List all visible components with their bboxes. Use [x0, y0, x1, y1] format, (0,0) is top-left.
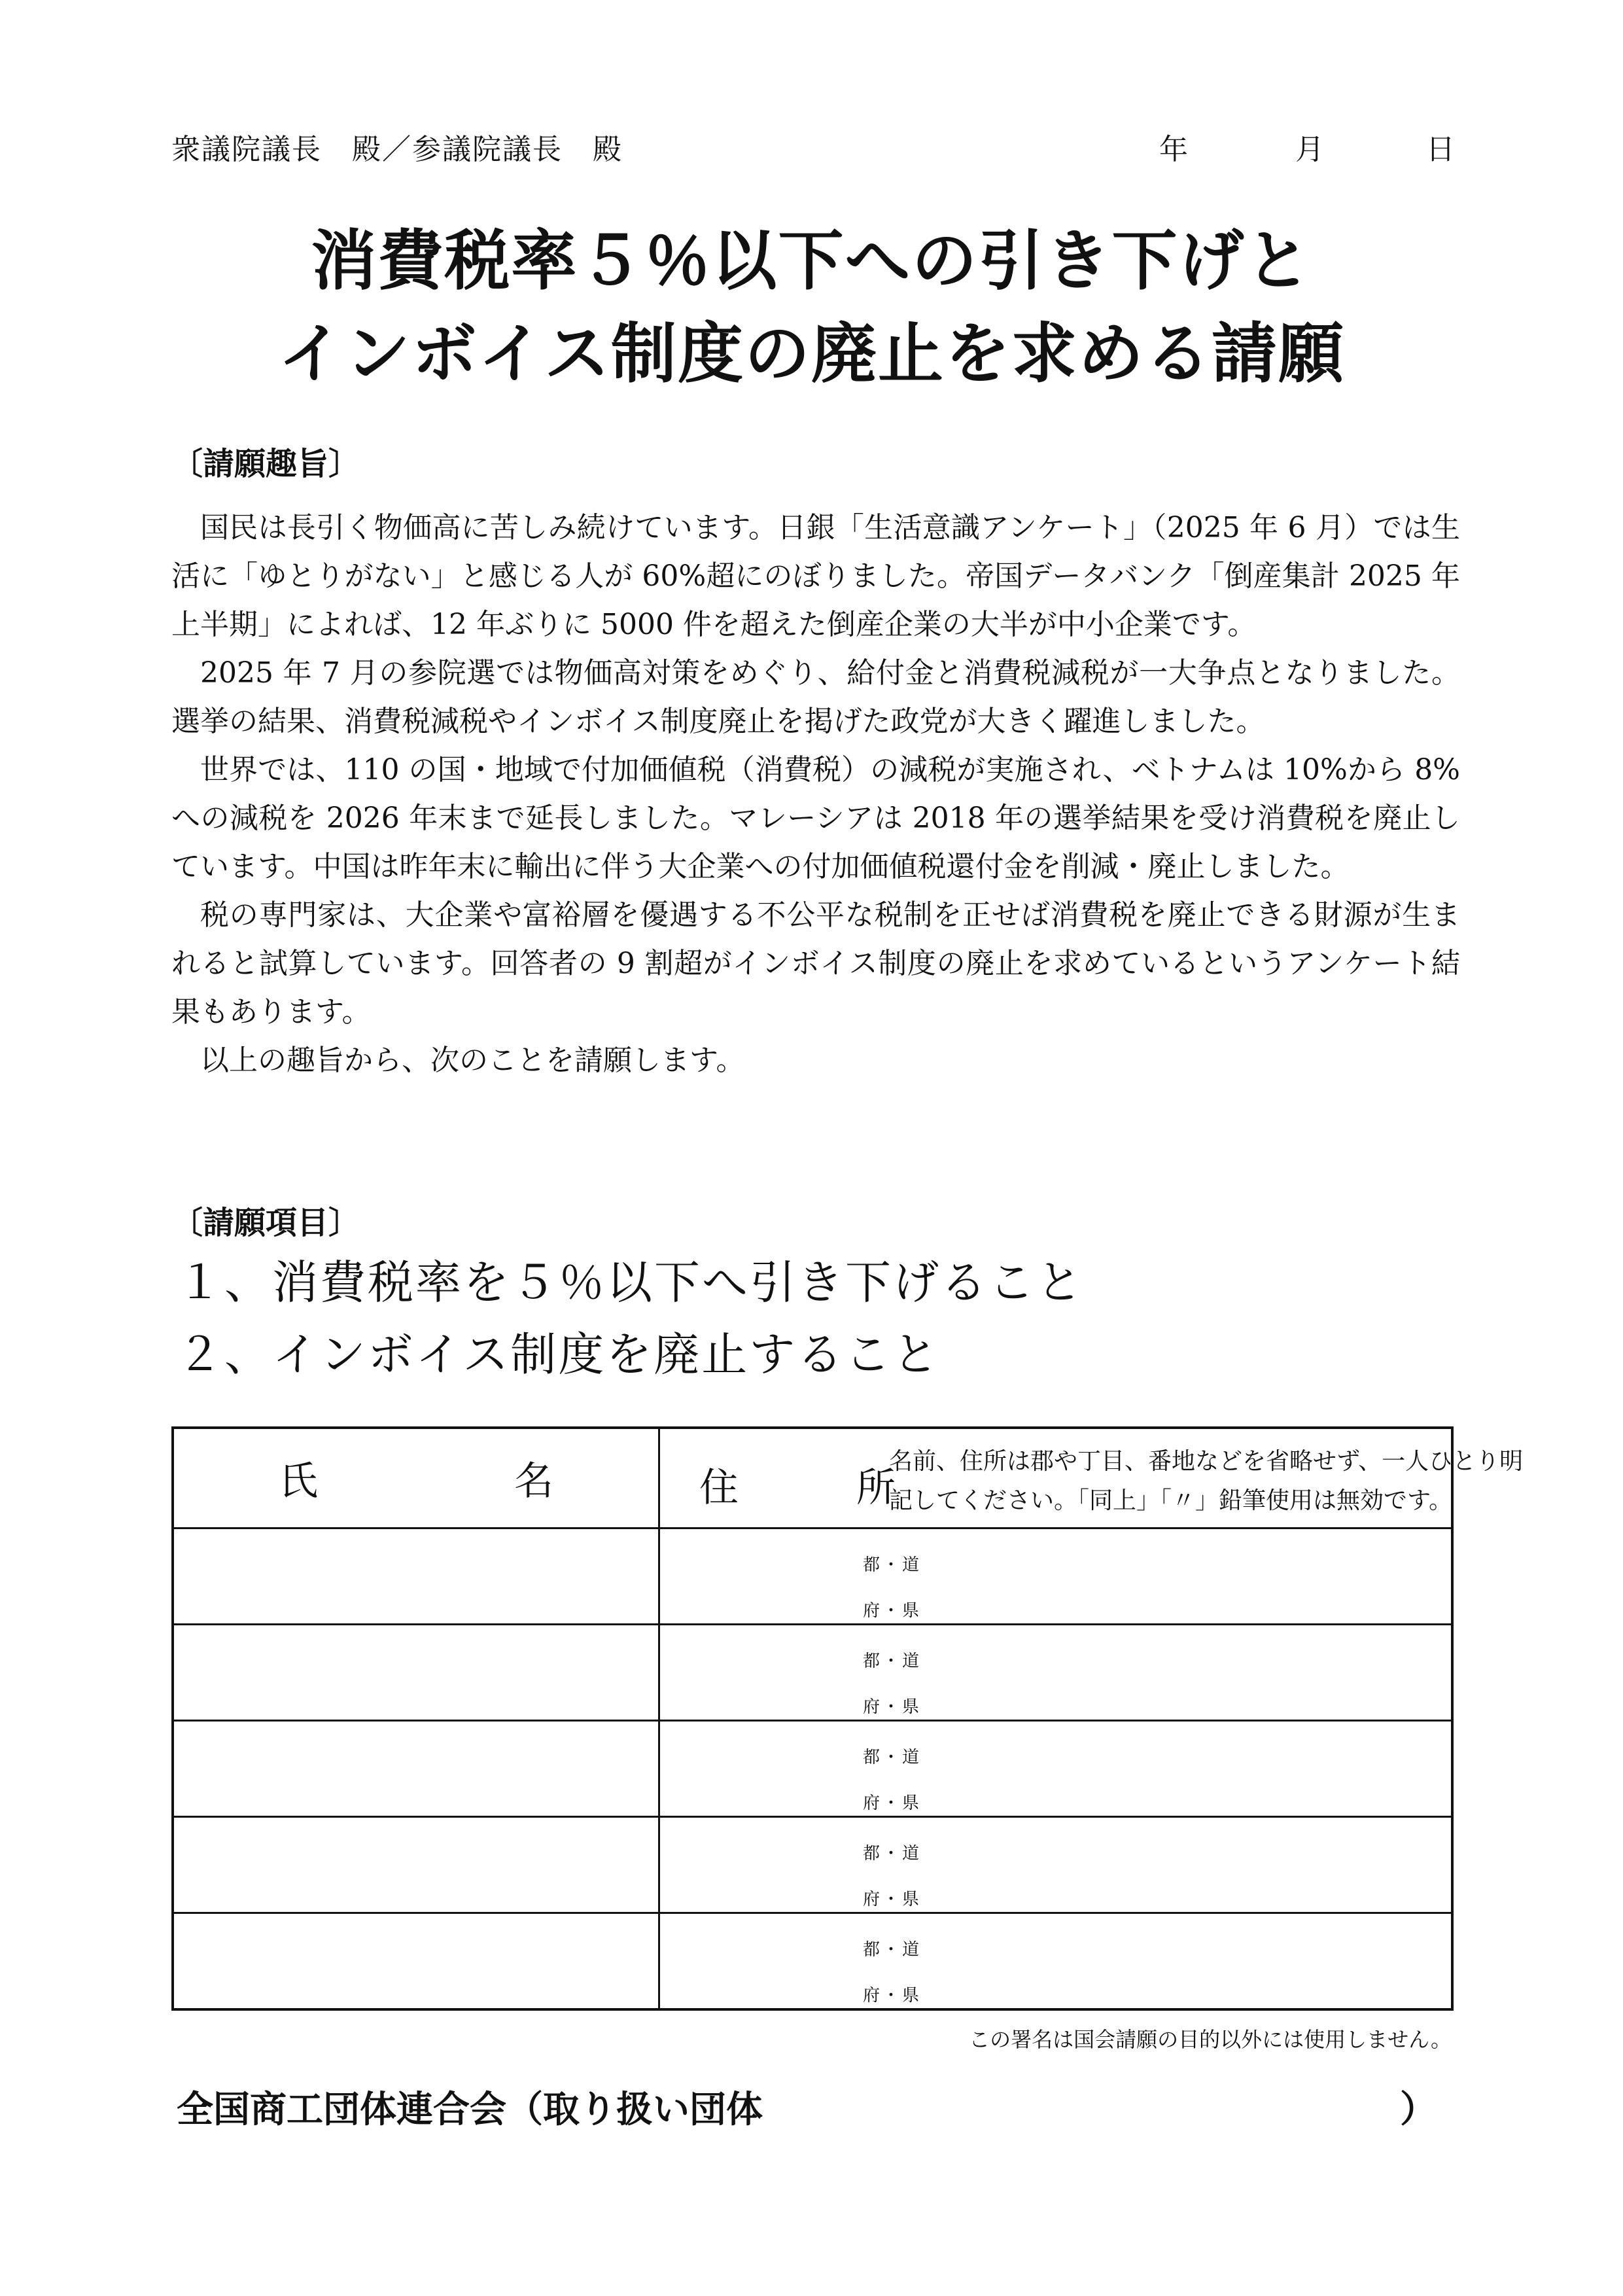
name-field[interactable] [173, 1625, 659, 1721]
prefecture-label-top: 都・道 [863, 1844, 922, 1863]
date-day-label: 日 [1426, 133, 1455, 166]
prefecture-label-top: 都・道 [863, 1940, 922, 1960]
signature-row [173, 1913, 1452, 2010]
prefecture-label-top: 都・道 [863, 1651, 922, 1671]
organization-label: 全国商工団体連合会（取り扱い団体 [177, 2089, 763, 2131]
petition-item-2: ２、インボイス制度を廃止すること [177, 1328, 941, 1381]
address-header-label: 住 所 [699, 1465, 935, 1511]
prefecture-label-bottom: 府・県 [863, 1986, 922, 2005]
signature-table [171, 1426, 1524, 2011]
purpose-paragraph: 以上の趣旨から、次のことを請願します。 [200, 1044, 745, 1077]
signature-row [173, 1817, 1452, 1913]
prefecture-label-top: 都・道 [863, 1555, 922, 1575]
address-field[interactable] [659, 1913, 1453, 2010]
purpose-heading: 〔請願趣旨〕 [171, 446, 360, 482]
address-field[interactable] [659, 1721, 1453, 1817]
address-field[interactable] [659, 1817, 1453, 1913]
addressee: 衆議院議長 殿／参議院議長 殿 [171, 133, 623, 166]
prefecture-label-bottom: 府・県 [863, 1890, 922, 1909]
purpose-paragraph: 世界では、110 の国・地域で付加価値税（消費税）の減税が実施され、ベトナムは 10%から 8%への減税を 2026 年末まで延長しました。マレーシアは 2018 年の選挙結果を受け消費税を廃止しています。中国は昨年末に輸出に伴う大企業への付加価値税還付金を削減・廃止しました。 [171, 753, 1460, 883]
prefecture-label-top: 都・道 [863, 1748, 922, 1767]
title-line-1: 消費税率５％以下への引き下げと [311, 222, 1312, 299]
purpose-paragraph: 国民は長引く物価高に苦しみ続けています。日銀「生活意識アンケート」（2025 年 6 月）では生活に「ゆとりがない」と感じる人が 60%超にのぼりました。帝国データバンク「倒産集計 2025 年上半期」によれば、12 年ぶりに 5000 件を超えた倒産企業の大半が中小企業です。 [171, 511, 1460, 641]
purpose-paragraph: 2025 年 7 月の参院選では物価高対策をめぐり、給付金と消費税減税が一大争点となりました。選挙の結果、消費税減税やインボイス制度廃止を掲げた政党が大きく躍進しました。 [171, 656, 1460, 738]
date-year-label: 年 [1159, 133, 1188, 166]
address-field[interactable] [659, 1528, 1453, 1625]
address-column-header [659, 1428, 1524, 1528]
petition-item-1: １、消費税率を５％以下へ引き下げること [177, 1256, 1084, 1309]
name-column-header: 氏 名 [173, 1428, 659, 1528]
signature-row [173, 1625, 1452, 1721]
items-heading: 〔請願項目〕 [171, 1205, 360, 1241]
name-field[interactable] [173, 1817, 659, 1913]
signature-row [173, 1721, 1452, 1817]
purpose-body [171, 504, 1460, 1085]
signature-row [173, 1528, 1452, 1625]
address-instructions: 名前、住所は郡や丁目、番地などを省略せず、一人ひとり明記してください。「同上」「〃」鉛筆使用は無効です。 [889, 1448, 1524, 1514]
title-line-2: インボイス制度の廃止を求める請願 [278, 315, 1345, 392]
organization-close-paren: ） [1400, 2089, 1437, 2131]
purpose-paragraph: 税の専門家は、大企業や富裕層を優遇する不公平な税制を正せば消費税を廃止できる財源が生まれると試算しています。回答者の 9 割超がインボイス制度の廃止を求めているというアンケート結果もあります。 [171, 898, 1460, 1029]
prefecture-label-bottom: 府・県 [863, 1601, 922, 1621]
date-month-label: 月 [1295, 133, 1324, 166]
usage-footnote: この署名は国会請願の目的以外には使用しません。 [969, 2027, 1452, 2052]
address-field[interactable] [659, 1625, 1453, 1721]
signature-table-header [173, 1428, 1452, 1528]
name-field[interactable] [173, 1528, 659, 1625]
name-field[interactable] [173, 1721, 659, 1817]
prefecture-label-bottom: 府・県 [863, 1793, 922, 1813]
name-field[interactable] [173, 1913, 659, 2010]
prefecture-label-bottom: 府・県 [863, 1697, 922, 1717]
